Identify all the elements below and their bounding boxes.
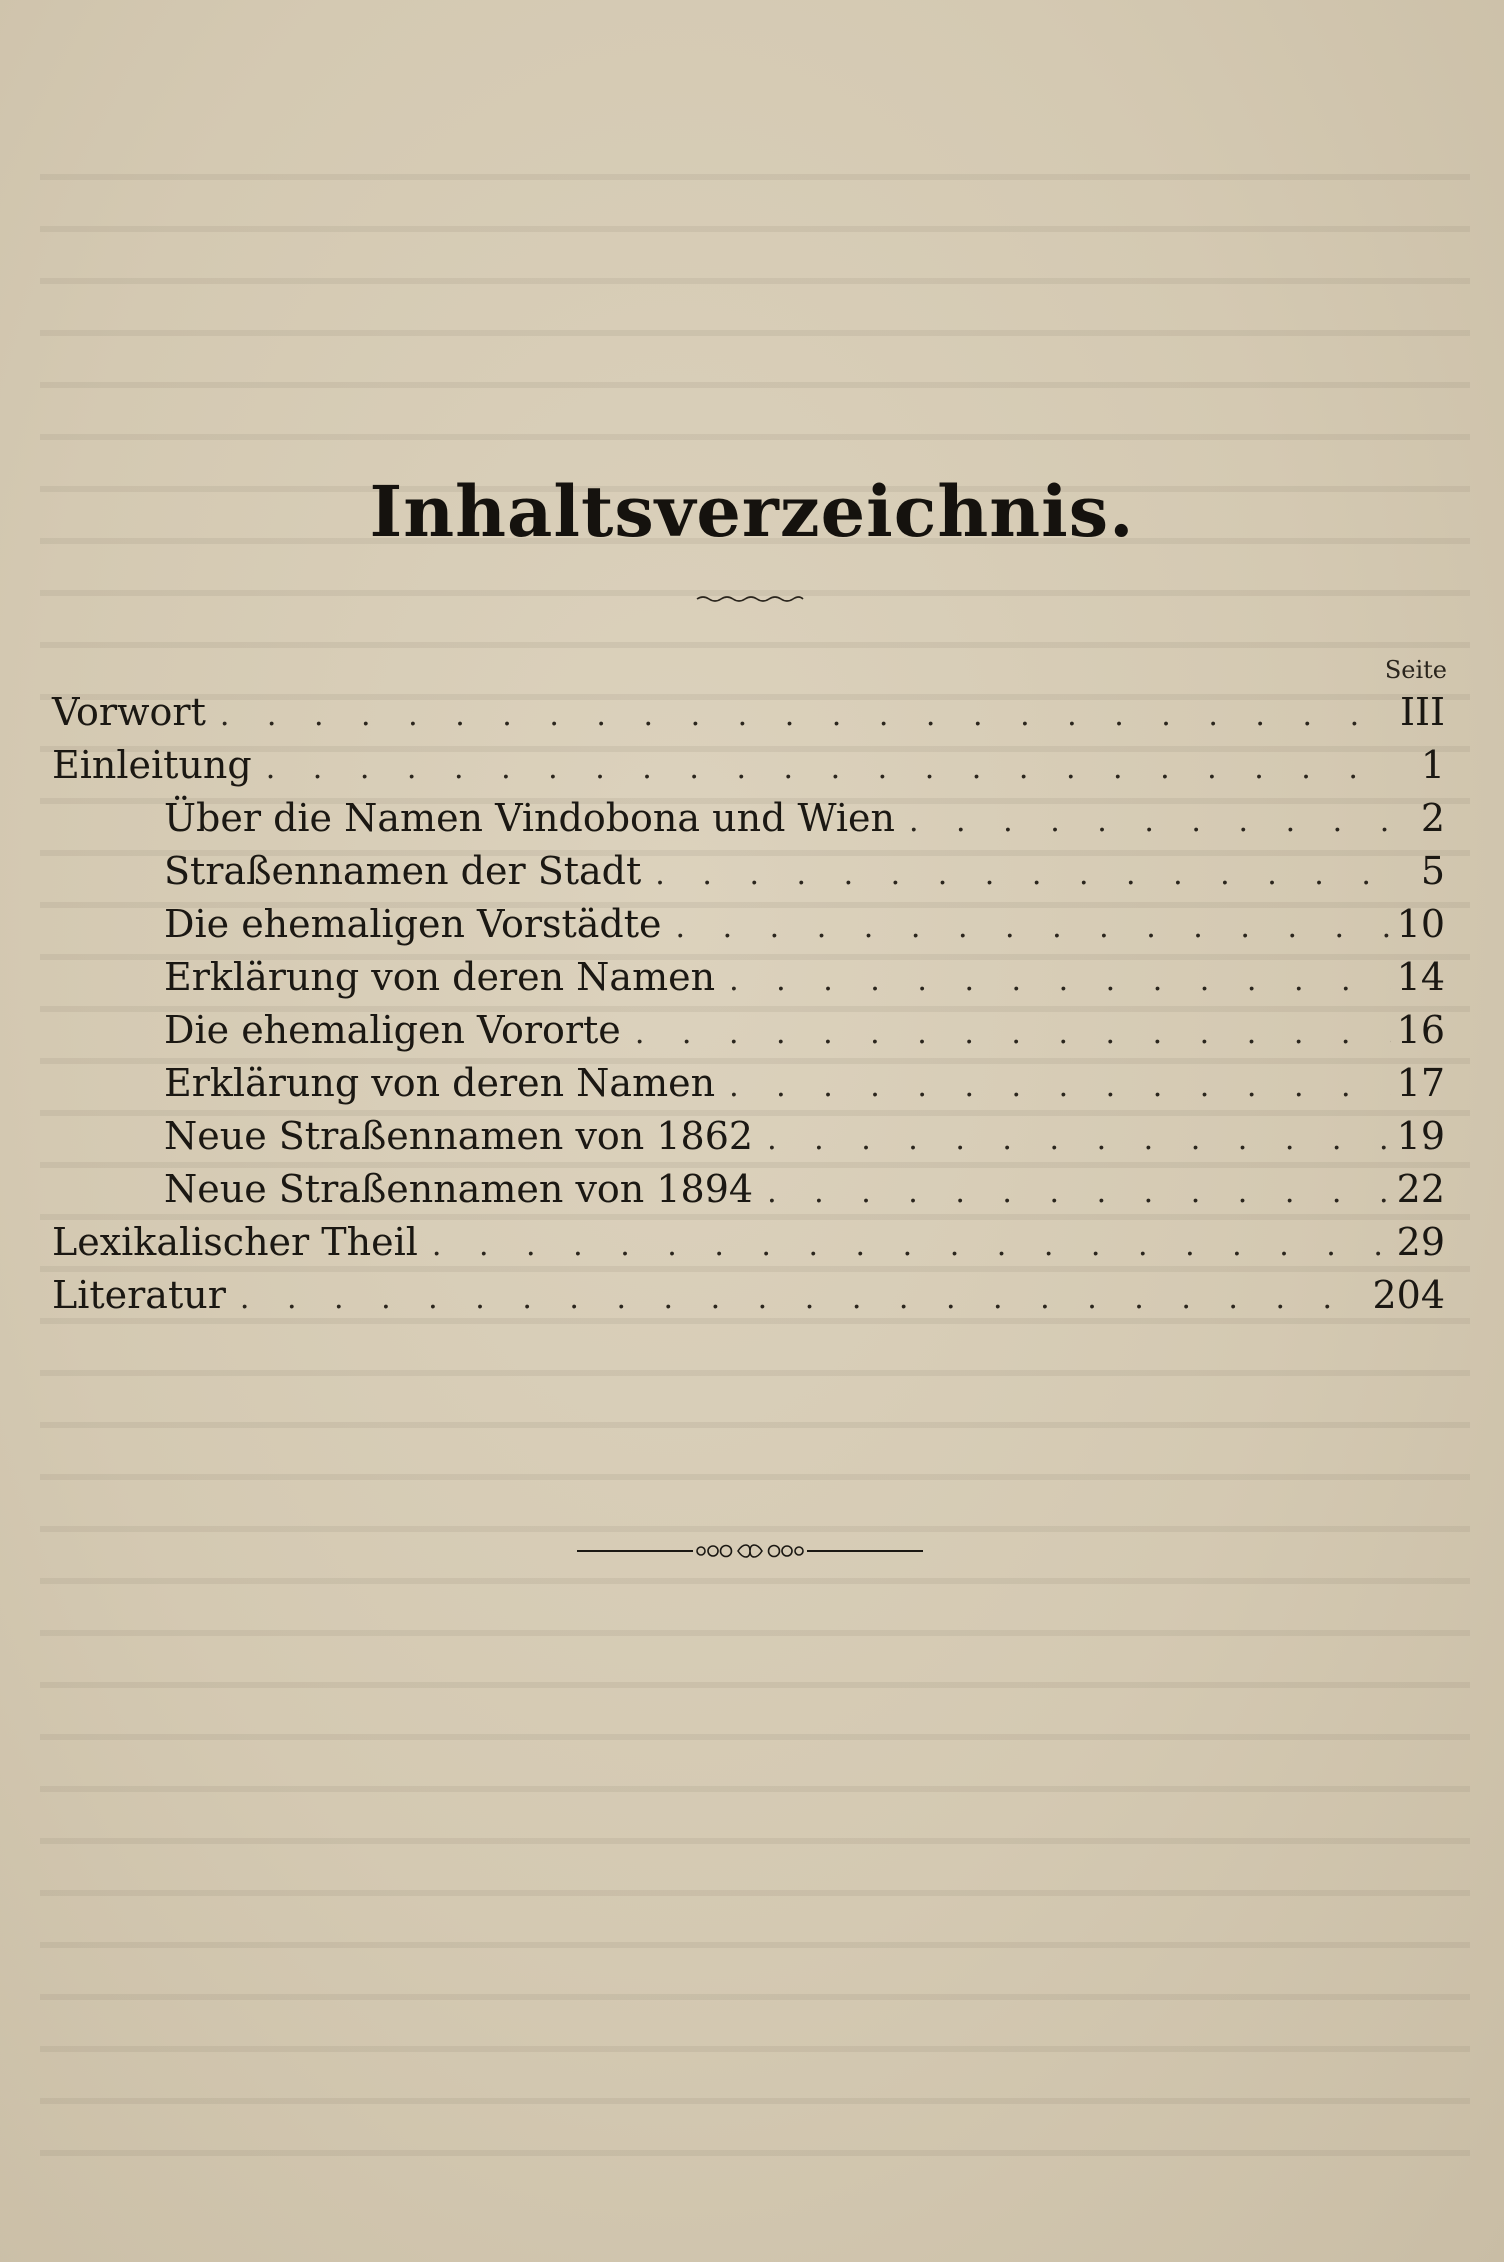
toc-subentry bbox=[52, 1110, 1445, 1163]
toc-entry-label: Die ehemaligen Vororte bbox=[164, 1008, 621, 1052]
toc-entry-label: Vorwort bbox=[52, 690, 206, 734]
page-title: Inhaltsverzeichnis. bbox=[369, 470, 1135, 553]
toc-entry-page: 14 bbox=[1396, 955, 1445, 999]
toc-entry-page: 5 bbox=[1420, 849, 1445, 893]
dot-leader bbox=[909, 795, 1391, 848]
toc-subentry bbox=[52, 792, 1445, 845]
table-of-contents bbox=[52, 686, 1445, 1322]
toc-entry-label: Neue Straßennamen von 1862 bbox=[164, 1114, 754, 1158]
page-column-header: Seite bbox=[1384, 656, 1447, 684]
toc-entry bbox=[52, 1216, 1445, 1269]
toc-entry-label: Die ehemaligen Vorstädte bbox=[164, 902, 662, 946]
toc-entry bbox=[52, 739, 1445, 792]
toc-entry-page: 1 bbox=[1420, 743, 1445, 787]
toc-entry-page: III bbox=[1399, 690, 1445, 734]
toc-entry-label: Neue Straßennamen von 1894 bbox=[164, 1167, 754, 1211]
toc-entry-label: Literatur bbox=[52, 1273, 226, 1317]
title-rule-ornament bbox=[695, 593, 805, 605]
dot-leader bbox=[432, 1219, 1391, 1272]
dot-leader bbox=[767, 1166, 1391, 1219]
dot-leader bbox=[240, 1272, 1369, 1325]
toc-entry-page: 10 bbox=[1396, 902, 1445, 946]
dot-leader bbox=[655, 848, 1391, 901]
dot-leader bbox=[729, 1060, 1391, 1113]
end-ornament-icon bbox=[575, 1541, 925, 1561]
toc-entry-label: Erklärung von deren Namen bbox=[164, 1061, 716, 1105]
dot-leader bbox=[767, 1113, 1391, 1166]
toc-entry-page: 29 bbox=[1396, 1220, 1445, 1264]
dot-leader bbox=[266, 742, 1391, 795]
toc-entry-page: 17 bbox=[1396, 1061, 1445, 1105]
dot-leader bbox=[729, 954, 1391, 1007]
toc-subentry bbox=[52, 898, 1445, 951]
toc-subentry bbox=[52, 951, 1445, 1004]
dot-leader bbox=[220, 689, 1391, 742]
toc-subentry bbox=[52, 1004, 1445, 1057]
toc-entry-label: Straßennamen der Stadt bbox=[164, 849, 642, 893]
dot-leader bbox=[635, 1007, 1391, 1060]
toc-entry-label: Über die Namen Vindobona und Wien bbox=[164, 796, 895, 840]
toc-entry bbox=[52, 1269, 1445, 1322]
toc-entry-page: 204 bbox=[1372, 1273, 1445, 1317]
toc-entry-page: 2 bbox=[1420, 796, 1445, 840]
dot-leader bbox=[676, 901, 1391, 954]
toc-subentry bbox=[52, 845, 1445, 898]
toc-entry-label: Erklärung von deren Namen bbox=[164, 955, 716, 999]
toc-entry bbox=[52, 686, 1445, 739]
toc-entry-page: 19 bbox=[1396, 1114, 1445, 1158]
toc-entry-label: Lexikalischer Theil bbox=[52, 1220, 418, 1264]
toc-subentry bbox=[52, 1057, 1445, 1110]
toc-entry-page: 22 bbox=[1396, 1167, 1445, 1211]
toc-entry-page: 16 bbox=[1396, 1008, 1445, 1052]
toc-entry-label: Einleitung bbox=[52, 743, 252, 787]
toc-subentry bbox=[52, 1163, 1445, 1216]
